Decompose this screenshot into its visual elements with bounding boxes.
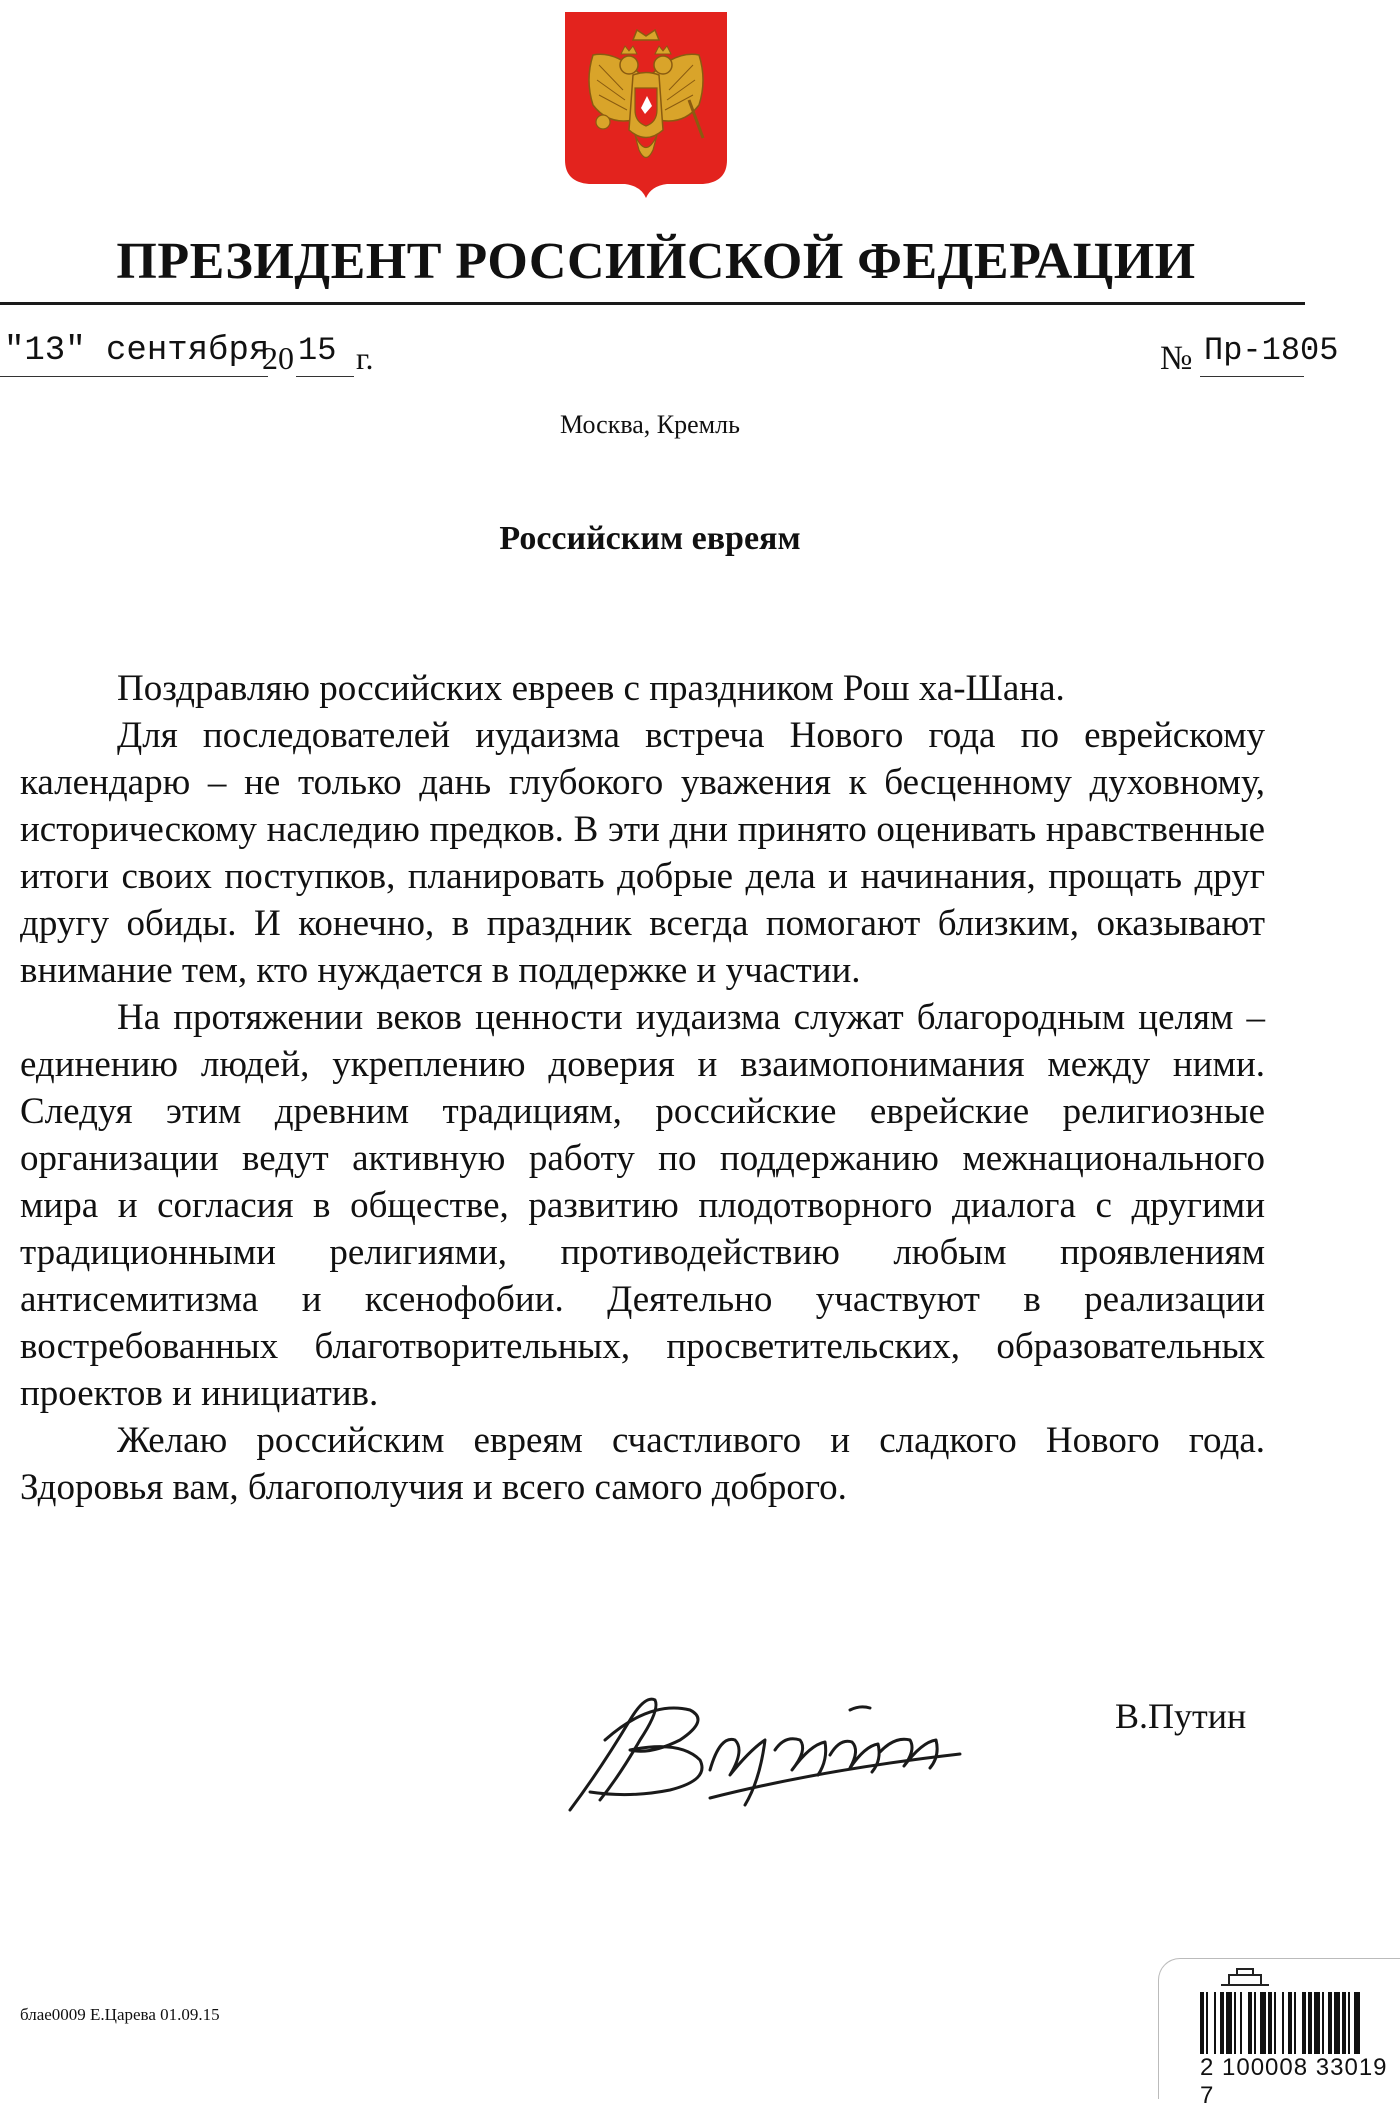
barcode-bar bbox=[1248, 1992, 1252, 2054]
barcode-bar bbox=[1314, 1992, 1320, 2054]
barcode-bar bbox=[1302, 1992, 1306, 2054]
date-month: сентября bbox=[106, 332, 270, 370]
barcode bbox=[1200, 1992, 1395, 2054]
barcode-bar bbox=[1254, 1992, 1256, 2054]
date-day-month bbox=[4, 332, 269, 370]
barcode-bar bbox=[1206, 1992, 1208, 2054]
signer-name: В.Путин bbox=[1115, 1696, 1247, 1736]
barcode-bar bbox=[1240, 1992, 1242, 2054]
date-day: "13" bbox=[4, 332, 86, 370]
handwritten-signature-icon bbox=[560, 1680, 1030, 1820]
year-underline bbox=[296, 376, 354, 377]
barcode-bar bbox=[1348, 1992, 1350, 2054]
barcode-bar bbox=[1200, 1992, 1204, 2054]
number-value: Пр-1805 bbox=[1204, 332, 1339, 369]
year-suffix: 15 bbox=[298, 332, 337, 369]
place-line: Москва, Кремль bbox=[560, 410, 740, 439]
barcode-bar bbox=[1274, 1992, 1276, 2054]
body-paragraph: Для последователей иудаизма встреча Нового года по еврейскому календарю – не только дань глубокого уважения к бесценному духовному, историческому наследию предков. В эти дни принято оценивать нравственные итоги своих поступков, планировать добрые дела и начинания, прощать друг другу обиды. И конечно, в праздник всегда помогают близким, оказывают внимание тем, кто нуждается в поддержке и участии. bbox=[20, 715, 1265, 991]
barcode-bar bbox=[1288, 1992, 1292, 2054]
barcode-bar bbox=[1328, 1992, 1332, 2054]
body-paragraph: На протяжении веков ценности иудаизма служат благородным целям – единению людей, укреплению доверия и взаимопонимания между ними. Следуя этим древним традициям, российские еврейские религиозные организации ведут активную работу по поддержанию межнационального мира и согласия в обществе, развитию плодотворного диалога с другими традиционными религиями, противодействию любым проявлениям антисемитизма и ксенофобии. Деятельно участвуют в реализации востребованных благотворительных, просветительских, образовательных проектов и инициатив. bbox=[20, 997, 1265, 1414]
body-paragraph: Поздравляю российских евреев с праздником Рош ха-Шана. bbox=[117, 668, 1065, 709]
barcode-bar bbox=[1282, 1992, 1284, 2054]
document-title: ПРЕЗИДЕНТ РОССИЙСКОЙ ФЕДЕРАЦИИ bbox=[116, 233, 1196, 290]
title-underline bbox=[0, 302, 1305, 305]
letter-body bbox=[20, 665, 1265, 1511]
document-number bbox=[1160, 332, 1360, 382]
year-prefix: 20 bbox=[262, 340, 294, 376]
barcode-bar bbox=[1220, 1992, 1224, 2054]
barcode-bar bbox=[1260, 1992, 1266, 2054]
number-sign: № bbox=[1160, 340, 1193, 377]
barcode-bar bbox=[1226, 1992, 1232, 2054]
body-paragraph: Желаю российским евреям счастливого и сладкого Нового года. Здоровья вам, благополучия и всего самого доброго. bbox=[20, 1420, 1265, 1508]
barcode-bar bbox=[1334, 1992, 1340, 2054]
barcode-bar bbox=[1308, 1992, 1312, 2054]
barcode-bar bbox=[1342, 1992, 1346, 2054]
registration-code: блае0009 Е.Царева 01.09.15 bbox=[20, 2005, 220, 2024]
barcode-bar bbox=[1268, 1992, 1272, 2054]
year-mark: г. bbox=[356, 340, 374, 376]
date-field bbox=[0, 332, 420, 382]
barcode-bar bbox=[1234, 1992, 1236, 2054]
coat-of-arms-icon bbox=[563, 10, 729, 200]
date-underline bbox=[0, 376, 268, 377]
number-underline bbox=[1200, 376, 1304, 377]
barcode-bar bbox=[1294, 1992, 1296, 2054]
addressee-heading: Российским евреям bbox=[499, 520, 801, 557]
barcode-bar bbox=[1354, 1992, 1360, 2054]
barcode-bar bbox=[1322, 1992, 1324, 2054]
barcode-bar bbox=[1214, 1992, 1216, 2054]
barcode-number: 2 100008 33019 7 bbox=[1200, 2054, 1388, 2109]
printer-mark-icon bbox=[1215, 1965, 1275, 1991]
